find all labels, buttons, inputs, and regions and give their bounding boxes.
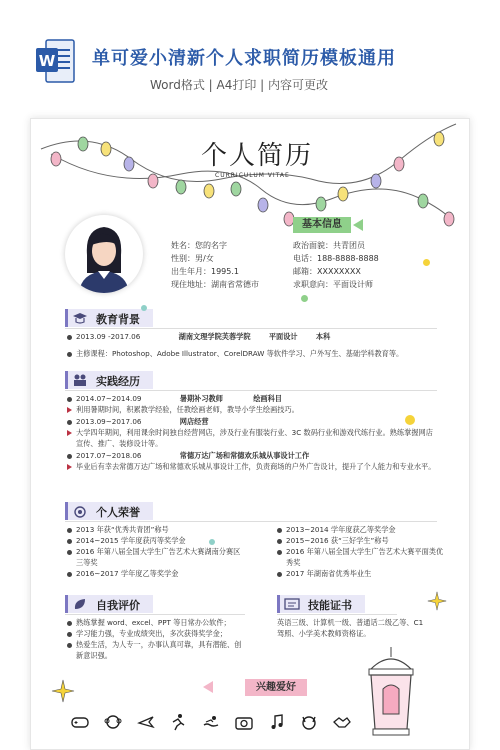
- honor-text: 2017 年湖南省优秀毕业生: [286, 569, 372, 578]
- education-degree: 本科: [315, 332, 331, 341]
- game-controller-icon: [71, 713, 89, 731]
- honor-item: [67, 535, 257, 546]
- self-eval-item: [67, 639, 245, 661]
- self-eval-item: [67, 628, 247, 639]
- bullet-icon: [67, 335, 72, 340]
- page-title: 单可爱小清新个人求职简历模板通用: [92, 48, 396, 69]
- hobby-arrow-icon: [203, 681, 213, 693]
- bullet-icon: [67, 352, 72, 357]
- dot-decoration: [141, 305, 147, 311]
- page-subtitle: Word格式 | A4打印 | 内容可更改: [150, 78, 329, 92]
- experience-desc-row: [67, 404, 447, 415]
- people-icon: [72, 373, 88, 387]
- dog-icon: [300, 713, 318, 731]
- bullet-icon: [277, 572, 282, 577]
- education-major: 平面设计: [268, 332, 298, 341]
- section-education: [65, 309, 153, 327]
- honor-text: 2015~2016 获“三好学生”称号: [286, 536, 389, 545]
- honor-item: [67, 546, 242, 568]
- honor-item: [277, 535, 457, 546]
- experience-desc: 利用暑期时间，积累教学经验，任教绘画老师，教导小学生绘画技巧。: [76, 405, 299, 414]
- experience-item-header: [67, 416, 447, 427]
- self-eval-text: 热爱生活，为人专一，办事认真可靠，具有潜能、创新意识强。: [76, 640, 242, 660]
- divider: [65, 328, 437, 329]
- divider: [277, 614, 397, 615]
- section-self-eval-label: 自我评价: [96, 599, 140, 612]
- section-honors: [65, 502, 153, 520]
- basic-info-label: 基本信息: [293, 217, 351, 233]
- honor-item: [67, 524, 257, 535]
- divider: [65, 390, 437, 391]
- page-header: [0, 0, 500, 118]
- experience-desc: 毕业后有幸去常德万达广场和常德欢乐城从事设计工作，负责商场的户外广告设计，提升了个人能力和专业水平。: [76, 462, 436, 471]
- resume-paper: [30, 118, 470, 750]
- honor-item: [67, 568, 257, 579]
- experience-desc-row: [67, 461, 437, 472]
- leaf-icon: [72, 597, 88, 611]
- bullet-icon: [67, 572, 72, 577]
- swimming-icon: [202, 713, 220, 731]
- bullet-icon: [277, 550, 282, 555]
- hobbies-label: 兴趣爱好: [245, 679, 307, 696]
- bullet-icon: [67, 397, 72, 402]
- avatar-illustration: [65, 215, 143, 293]
- honor-text: 2016~2017 学年度乙等奖学金: [76, 569, 179, 578]
- star-decoration-icon: [427, 591, 447, 611]
- triangle-bullet-icon: [67, 430, 72, 436]
- section-certificates: [277, 595, 365, 613]
- education-courses-row: [67, 348, 447, 359]
- dot-decoration: [301, 295, 308, 302]
- education-school: 湖南文理学院芙蓉学院: [178, 332, 251, 341]
- education-courses: 主修课程：Photoshop、Adobe Illustrator、CorelDRAW 等软件学习、户外写生、基础学科教育等。: [76, 349, 404, 358]
- experience-list: [67, 393, 447, 472]
- bullet-icon: [67, 643, 72, 648]
- star-decoration-icon: [51, 679, 75, 703]
- section-certificates-label: 技能证书: [308, 599, 352, 612]
- divider: [65, 614, 245, 615]
- lantern-decoration: [351, 639, 431, 749]
- honors-right-list: [277, 524, 457, 579]
- honors-left-list: [67, 524, 257, 579]
- bullet-icon: [67, 528, 72, 533]
- self-eval-text: 学习能力强，专业成绩突出，多次获得奖学金；: [76, 629, 227, 638]
- left-info-column: [171, 240, 259, 290]
- bullet-icon: [67, 420, 72, 425]
- monkey-icon: [104, 713, 122, 731]
- experience-period: 2014.07~2014.09: [76, 394, 142, 403]
- divider: [65, 521, 437, 522]
- airplane-icon: [137, 713, 155, 731]
- running-icon: [169, 713, 187, 731]
- resume-heading: 个人简历: [201, 141, 314, 171]
- dot-decoration: [405, 415, 415, 425]
- bullet-icon: [67, 454, 72, 459]
- section-experience-label: 实践经历: [96, 375, 140, 388]
- honor-text: 2013 年获“优秀共青团”称号: [76, 525, 169, 534]
- word-icon-letter: W: [38, 52, 56, 70]
- honor-text: 2014~2015 学年度获丙等奖学金: [76, 536, 186, 545]
- experience-role: 绘画科目: [253, 394, 282, 403]
- experience-period: 2013.09~2017.06: [76, 417, 142, 426]
- bullet-icon: [277, 539, 282, 544]
- bullet-icon: [277, 528, 282, 533]
- dot-decoration: [423, 259, 430, 266]
- certificates-text: 英语三级、计算机一级、普通话二级乙等、C1 驾照、小学美术教师资格证。: [277, 618, 424, 638]
- self-eval-item: [67, 617, 247, 628]
- info-birth: 出生年月：1995.1: [171, 267, 239, 276]
- triangle-bullet-icon: [67, 464, 72, 470]
- resume-heading-en: CURRICULUM VITAE: [215, 172, 290, 179]
- self-eval-list: [67, 617, 247, 661]
- bullet-icon: [67, 539, 72, 544]
- dot-decoration: [209, 539, 215, 545]
- honor-item: [277, 568, 457, 579]
- info-address: 现住地址：湖南省常德市: [171, 280, 259, 289]
- word-document-icon: [34, 38, 76, 84]
- info-email: 邮箱：XXXXXXXX: [293, 267, 361, 276]
- right-info-column: [293, 240, 379, 290]
- honor-text: 2016 年第八届全国大学生广告艺术大赛湖南分赛区三等奖: [76, 547, 241, 567]
- experience-item-header: [67, 450, 447, 461]
- handshake-icon: [333, 713, 351, 731]
- section-education-label: 教育背景: [96, 313, 140, 326]
- education-period: 2013.09 -2017.06: [76, 332, 141, 341]
- experience-org: 常德万达广场和常德欢乐城从事设计工作: [179, 451, 310, 460]
- section-honors-label: 个人荣誉: [96, 506, 140, 519]
- honor-item: [277, 524, 457, 535]
- info-gender: 性别：男/女: [171, 254, 214, 263]
- camera-icon: [235, 713, 253, 731]
- honor-text: 2016 年第八届全国大学生广告艺术大赛平面类优秀奖: [286, 547, 444, 567]
- medal-icon: [72, 504, 88, 518]
- bullet-icon: [67, 632, 72, 637]
- experience-item-header: [67, 393, 447, 404]
- info-phone: 电话：188-8888-8888: [293, 254, 379, 263]
- self-eval-text: 熟练掌握 word、excel、PPT 等日常办公软件；: [76, 618, 231, 627]
- certificate-icon: [284, 597, 300, 611]
- bullet-icon: [67, 550, 72, 555]
- section-self-eval: [65, 595, 153, 613]
- experience-desc: 大学四年期间，利用课余时间独自经营网店，涉及行业有服装行业、3C 数码行业和游戏代练行业。熟练掌握网店宣传、推广、装修设计等。: [76, 428, 433, 448]
- education-row: [67, 331, 437, 342]
- music-note-icon: [268, 713, 286, 731]
- info-politics: 政治面貌：共青团员: [293, 241, 365, 250]
- basic-info-arrow-icon: [353, 219, 363, 231]
- experience-org: 暑期补习教师: [179, 394, 223, 403]
- honor-text: 2013~2014 学年度获乙等奖学金: [286, 525, 396, 534]
- info-intention: 求职意向：平面设计师: [293, 280, 373, 289]
- triangle-bullet-icon: [67, 407, 72, 413]
- experience-desc-row: [67, 427, 437, 449]
- hobby-icons-row: [71, 711, 351, 733]
- bullet-icon: [67, 621, 72, 626]
- avatar: [65, 215, 143, 293]
- experience-org: 网店经营: [179, 417, 209, 426]
- graduation-cap-icon: [72, 311, 88, 325]
- info-name: 姓名：您的名字: [171, 241, 227, 250]
- honor-item: [277, 546, 447, 568]
- section-experience: [65, 371, 153, 389]
- experience-period: 2017.07~2018.06: [76, 451, 142, 460]
